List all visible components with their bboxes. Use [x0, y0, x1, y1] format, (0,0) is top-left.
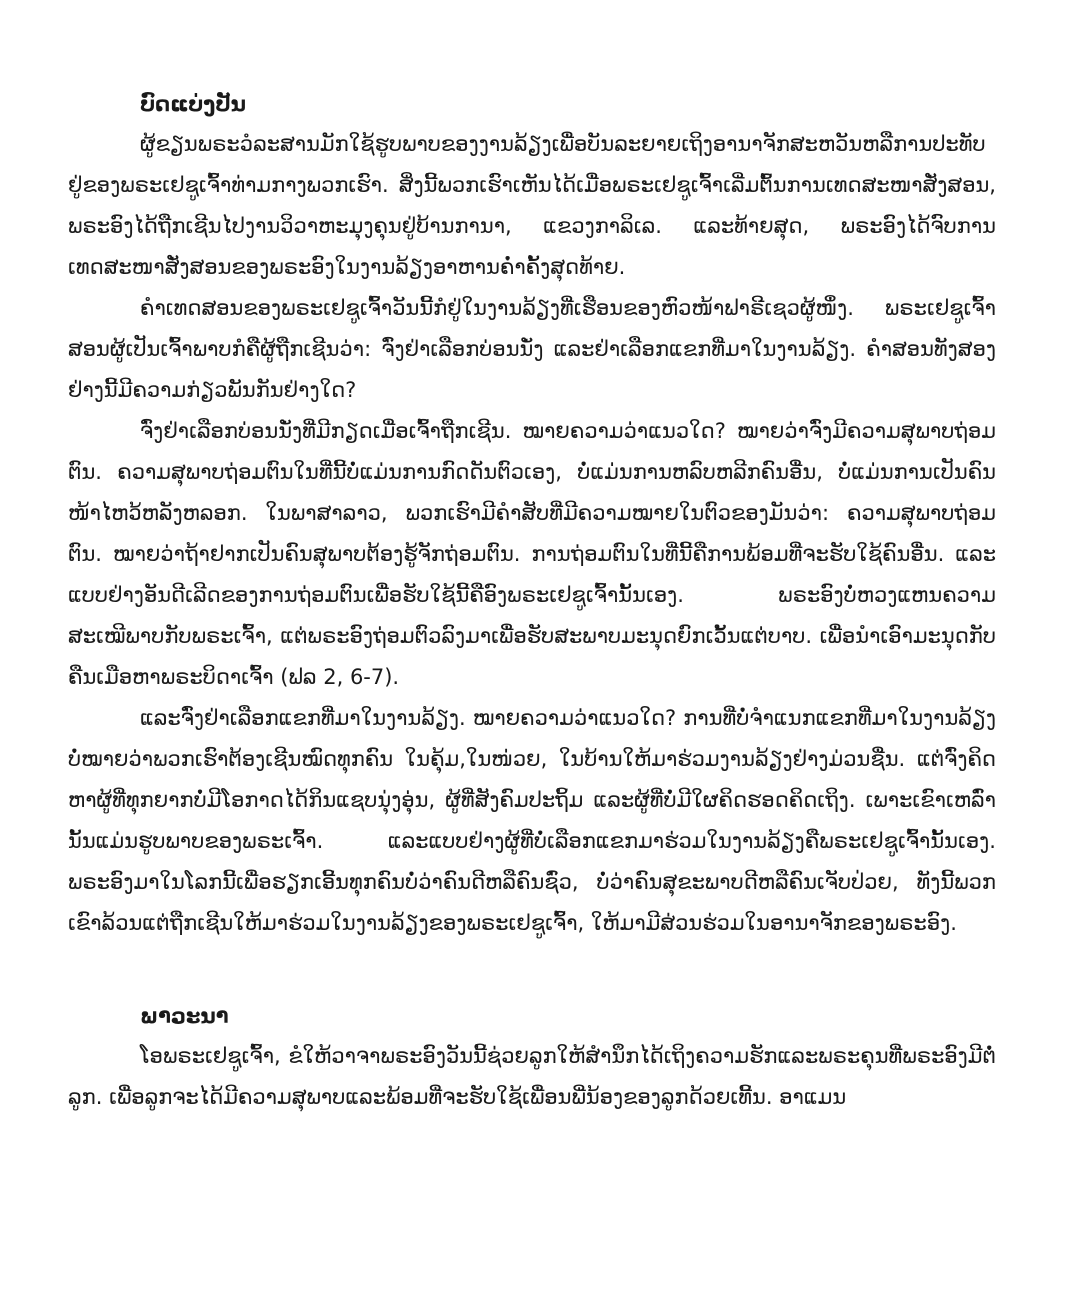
document-page: [68, 84, 996, 1118]
prayer-section: [68, 996, 996, 1118]
reflection-paragraph-2: ຄຳເທດສອນຂອງພຣະເຢຊູເຈົ້າວັນນີ້ກໍຢູ່ໃນງານລ້ຽງທີ່ເຮືອນຂອງຫົວໜ້າຟາຣີເຊວຜູ້ໜຶ່ງ. ພຣະເຢຊູເຈົ້າສອນຜູ້ເປັນເຈົ້າພາບກໍຄືຜູ້ຖືກເຊີນວ່າ: ຈົ່ງຢ່າເລືອກບ່ອນນັ່ງ ແລະຢ່າເລືອກແຂກທີ່ມາໃນງານລ້ຽງ. ຄຳສອນທັງສອງຢ່າງນີ້ມີຄວາມກ່ຽວພັນກັນຢ່າງໃດ?: [68, 296, 996, 402]
reflection-section: [68, 84, 996, 944]
section-spacer: [68, 944, 996, 996]
prayer-paragraph: ໂອພຣະເຢຊູເຈົ້າ, ຂໍໃຫ້ວາຈາພຣະອົງວັນນີ້ຊ່ວຍລູກໃຫ້ສຳນຶກໄດ້ເຖິງຄວາມຮັກແລະພຣະຄຸນທີ່ພຣະອົງມີຕໍ່ລູກ. ເພື່ອລູກຈະໄດ້ມີຄວາມສຸພາບແລະພ້ອມທີ່ຈະຮັບໃຊ້ເພື່ອນພີ່ນ້ອງຂອງລູກດ້ວຍເທີ້ນ. ອາແມນ: [68, 1044, 996, 1109]
reflection-paragraph-1: ຜູ້ຂຽນພຣະວໍລະສານມັກໃຊ້ຮູບພາບຂອງງານລ້ຽງເພື່ອບັນລະຍາຍເຖິງອານາຈັກສະຫວັນຫລືການປະທັບຢູ່ຂອງພຣະເຢຊູເຈົ້າທ່າມກາງພວກເຮົາ. ສິ່ງນີ້ພວກເຮົາເຫັນໄດ້ເມື່ອພຣະເຢຊູເຈົ້າເລີ່ມຕົ້ນການເທດສະໜາສັ່ງສອນ, ພຣະອົງໄດ້ຖືກເຊີນໄປງານວິວາຫະມຸງຄຸນຢູ່ບ້ານການາ, ແຂວງກາລິເລ. ແລະທ້າຍສຸດ, ພຣະອົງໄດ້ຈົບການເທດສະໜາສັ່ງສອນຂອງພຣະອົງໃນງານລ້ຽງອາຫານຄ່ຳຄັ້ງສຸດທ້າຍ.: [68, 132, 996, 279]
section-heading-reflection: ບົດແບ່ງປັນ: [140, 92, 246, 116]
reflection-paragraph-4: ແລະຈົ່ງຢ່າເລືອກແຂກທີ່ມາໃນງານລ້ຽງ. ໝາຍຄວາມວ່າແນວໃດ? ການທີ່ບໍ່ຈຳແນກແຂກທີ່ມາໃນງານລ້ຽງບໍ່ໝາຍວ່າພວກເຮົາຕ້ອງເຊີນໝົດທຸກຄົນ ໃນຄຸ້ມ,ໃນໜ່ວຍ, ໃນບ້ານໃຫ້ມາຮ່ວມງານລ້ຽງຢ່າງມ່ວນຊື່ນ. ແຕ່ຈົ່ງຄິດຫາຜູ້ທີ່ທຸກຍາກບໍ່ມີໂອກາດໄດ້ກິນແຊບນຸ່ງອຸ່ນ, ຜູ້ທີ່ສັງຄົມປະຖິ້ມ ແລະຜູ້ທີ່ບໍ່ມີໃຜຄິດຮອດຄິດເຖິງ. ເພາະເຂົາເຫລົ່ານັ້ນແມ່ນຮູບພາບຂອງພຣະເຈົ້າ. ແລະແບບຢ່າງຜູ້ທີ່ບໍ່ເລືອກແຂກມາຮ່ວມໃນງານລ້ຽງຄືພຣະເຢຊູເຈົ້ານັ້ນເອງ. ພຣະອົງມາໃນໂລກນີ້ເພື່ອຮຽກເອີ້ນທຸກຄົນບໍ່ວ່າຄົນດີຫລືຄົນຊົ່ວ, ບໍ່ວ່າຄົນສຸຂະພາບດີຫລືຄົນເຈັບປ່ວຍ, ທັງນີ້ພວກເຂົາລ້ວນແຕ່ຖືກເຊີນໃຫ້ມາຮ່ວມໃນງານລ້ຽງຂອງພຣະເຢຊູເຈົ້າ, ໃຫ້ມາມີສ່ວນຮ່ວມໃນອານາຈັກຂອງພຣະອົງ.: [68, 706, 996, 935]
section-heading-prayer: ພາວະນາ: [140, 1004, 229, 1028]
reflection-paragraph-3: ຈົ່ງຢ່າເລືອກບ່ອນນັ່ງທີ່ມີກຽດເມື່ອເຈົ້າຖືກເຊີນ. ໝາຍຄວາມວ່າແນວໃດ? ໝາຍວ່າຈົ່ງມີຄວາມສຸພາບຖ່ອມຕົນ. ຄວາມສຸພາບຖ່ອມຕົນໃນທີ່ນີ້ບໍ່ແມ່ນການກົດດັນຕົວເອງ, ບໍ່ແມ່ນການຫລົບຫລີກຄົນອື່ນ, ບໍ່ແມ່ນການເປັນຄົນໜ້າໄຫວ້ຫລັງຫລອກ. ໃນພາສາລາວ, ພວກເຮົາມີຄຳສັບທີ່ມີຄວາມໝາຍໃນຕົວຂອງມັນວ່າ: ຄວາມສຸພາບຖ່ອມຕົນ. ໝາຍວ່າຖ້າຢາກເປັນຄົນສຸພາບຕ້ອງຮູ້ຈັກຖ່ອມຕົນ. ການຖ່ອມຕົນໃນທີ່ນີ້ຄືການພ້ອມທີ່ຈະຮັບໃຊ້ຄົນອື່ນ. ແລະແບບຢ່າງອັນດີເລີດຂອງການຖ່ອມຕົນເພື່ອຮັບໃຊ້ນີ້ຄືອົງພຣະເຢຊູເຈົ້ານັ້ນເອງ. ພຣະອົງບໍ່ຫວງແຫນຄວາມສະເໝີພາບກັບພຣະເຈົ້າ, ແຕ່ພຣະອົງຖ່ອມຕົວລົງມາເພື່ອຮັບສະພາບມະນຸດຍົກເວັ້ນແຕ່ບາບ. ເພື່ອນຳເອົາມະນຸດກັບຄືນເມືອຫາພຣະບິດາເຈົ້າ (ຟລ 2, 6-7).: [68, 419, 996, 689]
